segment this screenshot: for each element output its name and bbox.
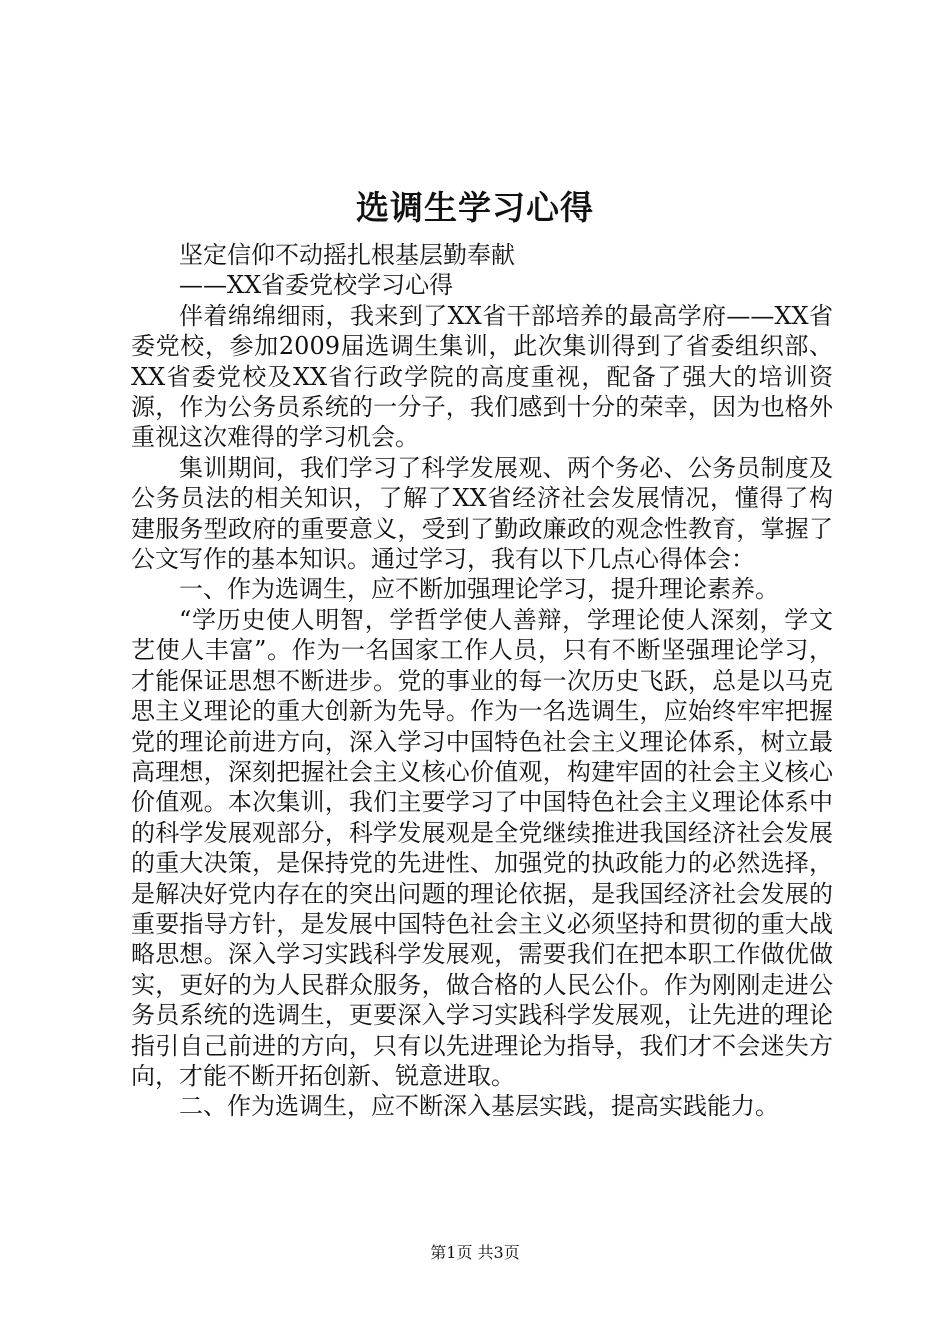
page-number: 第1页 共3页 xyxy=(430,1243,520,1262)
section-heading: 一、作为选调生，应不断加强理论学习，提升理论素养。 xyxy=(179,575,779,604)
subtitle-line: 坚定信仰不动摇扎根基层勤奉献 xyxy=(179,241,515,269)
subtitle-source-line: ——XX省委党校学习心得 xyxy=(179,271,454,300)
document-body xyxy=(131,240,833,1122)
body-paragraph: 集训期间，我们学习了科学发展观、两个务必、公务员制度及公务员法的相关知识，了解了XX省经济社会发展情况，懂得了构建服务型政府的重要意义，受到了勤政廉政的观念性教育，掌握了公文写作的基本知识。通过学习，我有以下几点心得体会： xyxy=(131,453,833,574)
section-heading: 二、作为选调生，应不断深入基层实践，提高实践能力。 xyxy=(179,1092,779,1121)
document-title: 选调生学习心得 xyxy=(356,188,594,227)
body-paragraph: “学历史使人明智，学哲学使人善辩，学理论使人深刻，学文艺使人丰富”。作为一名国家工作人员，只有不断坚强理论学习，才能保证思想不断进步。党的事业的每一次历史飞跃，总是以马克思主义理论的重大创新为先导。作为一名选调生，应始终牢牢把握党的理论前进方向，深入学习中国特色社会主义理论体系，树立最高理想，深刻把握社会主义核心价值观，构建牢固的社会主义核心价值观。本次集训，我们主要学习了中国特色社会主义理论体系中的科学发展观部分，科学发展观是全党继续推进我国经济社会发展的重大决策，是保持党的先进性、加强党的执政能力的必然选择，是解决好党内存在的突出问题的理论依据，是我国经济社会发展的重要指导方针，是发展中国特色社会主义必须坚持和贯彻的重大战略思想。深入学习实践科学发展观，需要我们在把本职工作做优做实，更好的为人民群众服务，做合格的人民公仆。作为刚刚走进公务员系统的选调生，更要深入学习实践科学发展观，让先进的理论指引自己前进的方向，只有以先进理论为指导，我们才不会迷失方向，才能不断开拓创新、锐意进取。 xyxy=(131,605,833,1090)
body-paragraph: 伴着绵绵细雨，我来到了XX省干部培养的最高学府——XX省委党校，参加2009届选调生集训，此次集训得到了省委组织部、XX省委党校及XX省行政学院的高度重视，配备了强大的培训资源，作为公务员系统的一分子，我们感到十分的荣幸，因为也格外重视这次难得的学习机会。 xyxy=(131,301,833,452)
